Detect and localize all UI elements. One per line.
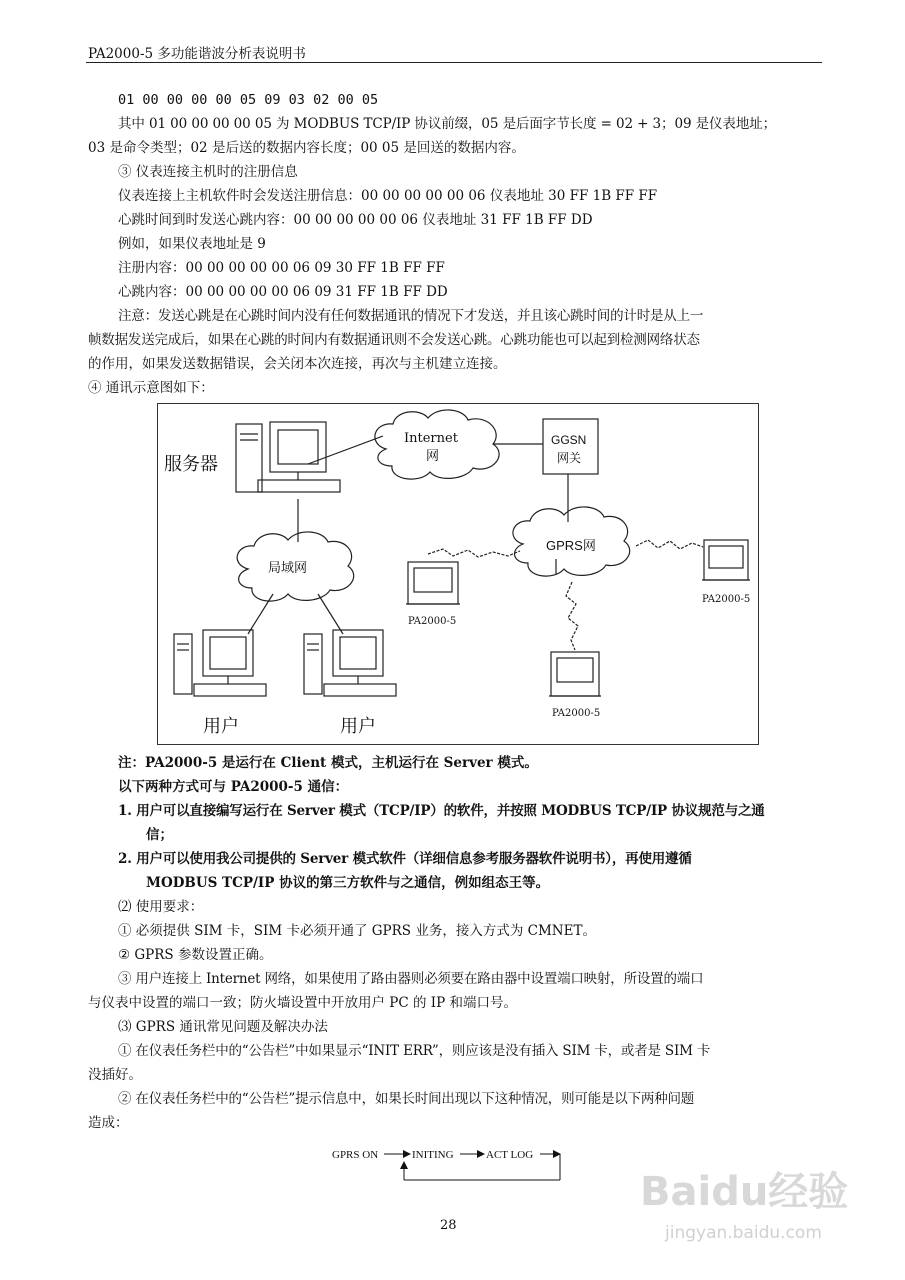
paragraph-line: 心跳内容：00 00 00 00 00 06 09 31 FF 1B FF DD	[118, 284, 448, 300]
paragraph-line: 注意：发送心跳是在心跳时间内没有任何数据通讯的情况下才发送，并且该心跳时间的计时是从上一	[118, 308, 704, 324]
device-label-bottom: PA2000-5	[552, 708, 601, 719]
header-divider	[86, 62, 822, 63]
requirement-item: ② GPRS 参数设置正确。	[118, 947, 273, 963]
paragraph-line: 注册内容：00 00 00 00 00 06 09 30 FF 1B FF FF	[118, 260, 445, 276]
flow-step-initing: INITING	[412, 1149, 454, 1161]
note-line: 注：PA2000-5 是运行在 Client 模式，主机运行在 Server 模式。	[118, 755, 538, 771]
section-heading: ④ 通讯示意图如下：	[88, 380, 214, 396]
watermark-brand: Baidu经验	[640, 1169, 849, 1215]
paragraph-line: 其中 01 00 00 00 00 05 为 MODBUS TCP/IP 协议前缀，05 是后面字节长度 = 02 + 3；09 是仪表地址；	[118, 116, 777, 132]
hex-response: 01 00 00 00 00 05 09 03 02 00 05	[118, 92, 379, 108]
troubleshoot-item-cont: 没插好。	[88, 1067, 142, 1083]
page-number: 28	[440, 1218, 457, 1233]
paragraph-line: 帧数据发送完成后，如果在心跳的时间内有数据通讯则不会发送心跳。心跳功能也可以起到检测网络状态	[88, 332, 700, 348]
requirement-item: ① 必须提供 SIM 卡，SIM 卡必须开通了 GPRS 业务，接入方式为 CMNET。	[118, 923, 596, 939]
paragraph-line: 仪表连接上主机软件时会发送注册信息：00 00 00 00 00 06 仪表地址 30 FF 1B FF FF	[118, 188, 658, 204]
ggsn-gateway-label: 网关	[557, 451, 582, 465]
requirement-item: ③ 用户连接上 Internet 网络，如果使用了路由器则必须要在路由器中设置端口映射，所设置的端口	[118, 971, 704, 987]
note-list-item: 2. 用户可以使用我公司提供的 Server 模式软件（详细信息参考服务器软件说明书），再使用遵循	[118, 851, 692, 867]
paragraph-line: 03 是命令类型；02 是后送的数据内容长度；00 05 是回送的数据内容。	[88, 140, 525, 156]
section-heading: ⑶ GPRS 通讯常见问题及解决办法	[118, 1019, 328, 1035]
page-header: PA2000-5 多功能谐波分析表说明书	[88, 46, 306, 62]
note-line: 以下两种方式可与 PA2000-5 通信：	[118, 779, 349, 795]
network-diagram	[157, 403, 759, 745]
gprs-label: GPRS网	[546, 538, 596, 553]
device-label-right: PA2000-5	[702, 594, 751, 605]
paragraph-line: 例如，如果仪表地址是 9	[118, 236, 266, 252]
troubleshoot-item: ② 在仪表任务栏中的“公告栏”提示信息中，如果长时间出现以下这种情况，则可能是以下两种问题	[118, 1091, 695, 1107]
internet-label-cn: 网	[426, 449, 440, 464]
troubleshoot-item: ① 在仪表任务栏中的“公告栏”中如果显示“INIT ERR”，则应该是没有插入 SIM 卡，或者是 SIM 卡	[118, 1043, 711, 1059]
paragraph-line: 的作用，如果发送数据错误，会关闭本次连接，再次与主机建立连接。	[88, 356, 507, 372]
server-label: 服务器	[164, 454, 218, 475]
device-label-left: PA2000-5	[408, 616, 457, 627]
requirement-item-cont: 与仪表中设置的端口一致；防火墙设置中开放用户 PC 的 IP 和端口号。	[88, 995, 517, 1011]
troubleshoot-item-cont: 造成：	[88, 1115, 129, 1131]
note-list-item: 1. 用户可以直接编写运行在 Server 模式（TCP/IP）的软件，并按照 MODBUS TCP/IP 协议规范与之通	[118, 803, 765, 819]
user-label-2: 用户	[340, 716, 376, 737]
internet-label: Internet	[404, 431, 458, 446]
flow-step-act-log: ACT LOG	[486, 1149, 534, 1161]
note-list-item-cont: 信；	[146, 827, 173, 843]
lan-label: 局域网	[268, 561, 308, 576]
user-label-1: 用户	[203, 716, 239, 737]
note-list-item-cont: MODBUS TCP/IP 协议的第三方软件与之通信，例如组态王等。	[146, 875, 550, 891]
baidu-watermark	[635, 1150, 855, 1250]
ggsn-label: GGSN	[551, 433, 587, 447]
status-flow-diagram	[320, 1140, 580, 1190]
section-heading: ③ 仪表连接主机时的注册信息	[118, 164, 298, 180]
paragraph-line: 心跳时间到时发送心跳内容：00 00 00 00 00 06 仪表地址 31 FF 1B FF DD	[118, 212, 593, 228]
section-heading: ⑵ 使用要求：	[118, 899, 204, 915]
watermark-url: jingyan.baidu.com	[665, 1223, 822, 1243]
flow-step-gprs-on: GPRS ON	[332, 1149, 379, 1161]
